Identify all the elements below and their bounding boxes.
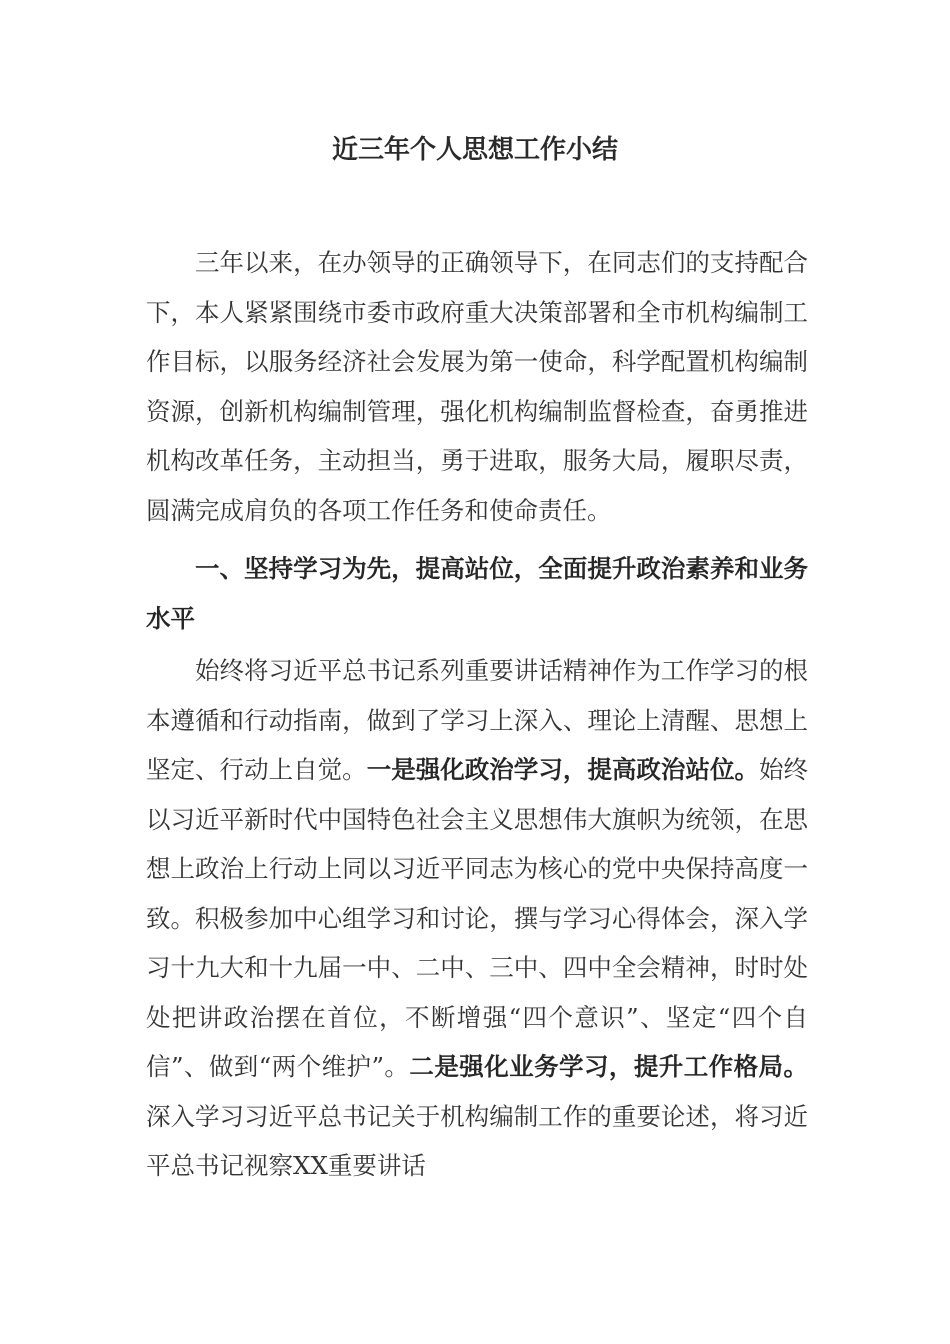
section1-text-part3: 深入学习习近平总书记关于机构编制工作的重要论述，将习近平总书记视察XX重要讲话 bbox=[146, 1101, 808, 1180]
section1-bold-point1: 一是强化政治学习，提高政治站位。 bbox=[366, 755, 759, 784]
section1-heading: 一、坚持学习为先，提高站位，全面提升政治素养和业务水平 bbox=[146, 554, 808, 633]
intro-paragraph: 三年以来，在办领导的正确领导下，在同志们的支持配合下，本人紧紧围绕市委市政府重大决策部署和全市机构编制工作目标，以服务经济社会发展为第一使命，科学配置机构编制资源，创新机构编制管理，强化机构编制监督检查，奋勇推进机构改革任务，主动担当，勇于进取，服务大局，履职尽责，圆满完成肩负的各项工作任务和使命责任。 bbox=[146, 248, 808, 525]
section1-paragraph bbox=[146, 646, 808, 1191]
document-title: 近三年个人思想工作小结 bbox=[331, 135, 618, 165]
section1-bold-point2: 二是强化业务学习，提升工作格局。 bbox=[409, 1052, 808, 1081]
section1-text-part1: 始终将习近平总书记系列重要讲话精神作为工作学习的根本遵循和行动指南，做到了学习上深入、理论上清醒、思想上坚定、行动上自觉。 bbox=[146, 656, 808, 784]
section-heading-block bbox=[146, 544, 808, 643]
section-paragraph-block bbox=[146, 646, 808, 1191]
section1-text-part2: 始终以习近平新时代中国特色社会主义思想伟大旗帜为统领，在思想上政治上行动上同以习近平同志为核心的党中央保持高度一致。积极参加中心组学习和讨论，撰与学习心得体会，深入学习十九大和十九届一中、二中、三中、四中全会精神，时时处处把讲政治摆在首位，不断增强“四个意识”、坚定“四个自信”、做到“两个维护”。 bbox=[146, 755, 809, 1081]
intro-paragraph-block bbox=[146, 238, 808, 535]
